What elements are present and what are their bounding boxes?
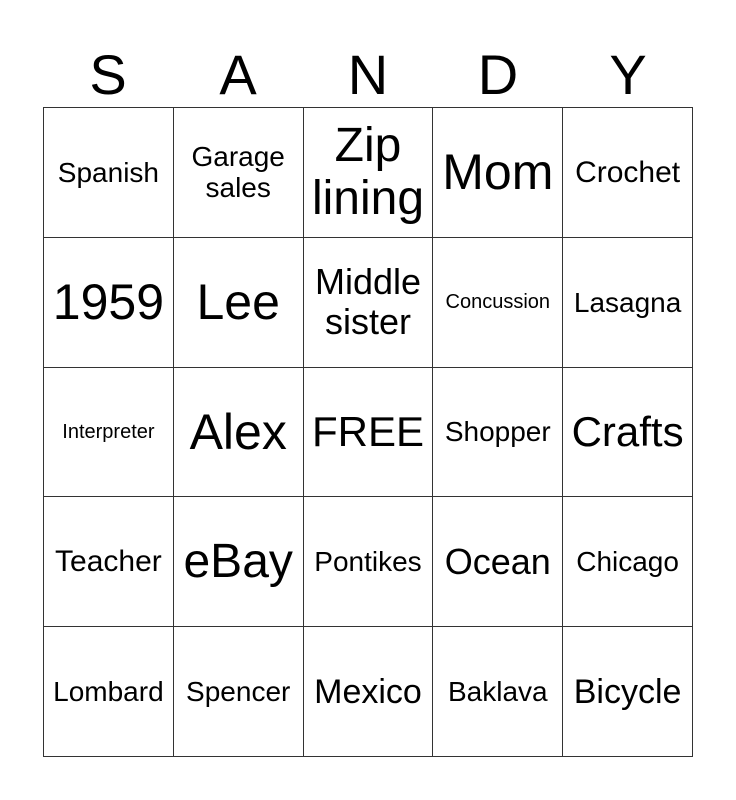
header-letter-d: D <box>477 43 519 106</box>
bingo-cell[interactable]: 1959 <box>44 238 174 368</box>
bingo-cell[interactable]: Spanish <box>44 108 174 238</box>
bingo-cell[interactable]: Baklava <box>433 627 563 757</box>
header-letter-y: Y <box>609 43 647 106</box>
header-letter-n: N <box>347 43 389 106</box>
header-letter-s: S <box>89 43 127 106</box>
bingo-cell[interactable]: Pontikes <box>304 497 434 627</box>
bingo-cell[interactable]: Bicycle <box>563 627 693 757</box>
bingo-cell[interactable]: Garage sales <box>174 108 304 238</box>
bingo-cell[interactable]: Alex <box>174 368 304 498</box>
bingo-cell[interactable]: Teacher <box>44 497 174 627</box>
bingo-cell[interactable]: Lombard <box>44 627 174 757</box>
bingo-cell[interactable]: Shopper <box>433 368 563 498</box>
bingo-cell[interactable]: Zip lining <box>304 108 434 238</box>
bingo-grid <box>43 107 693 757</box>
bingo-cell[interactable]: Spencer <box>174 627 304 757</box>
bingo-cell[interactable]: Crafts <box>563 368 693 498</box>
bingo-cell[interactable]: Middle sister <box>304 238 434 368</box>
bingo-cell[interactable]: Mom <box>433 108 563 238</box>
bingo-header <box>43 44 693 106</box>
bingo-cell[interactable]: eBay <box>174 497 304 627</box>
bingo-cell[interactable]: Lasagna <box>563 238 693 368</box>
bingo-cell[interactable]: Chicago <box>563 497 693 627</box>
bingo-cell[interactable]: Ocean <box>433 497 563 627</box>
bingo-cell[interactable]: Concussion <box>433 238 563 368</box>
bingo-cell free-space[interactable]: FREE <box>304 368 434 498</box>
header-letter-a: A <box>219 43 257 106</box>
bingo-cell[interactable]: Crochet <box>563 108 693 238</box>
bingo-cell[interactable]: Mexico <box>304 627 434 757</box>
bingo-cell[interactable]: Interpreter <box>44 368 174 498</box>
bingo-cell[interactable]: Lee <box>174 238 304 368</box>
